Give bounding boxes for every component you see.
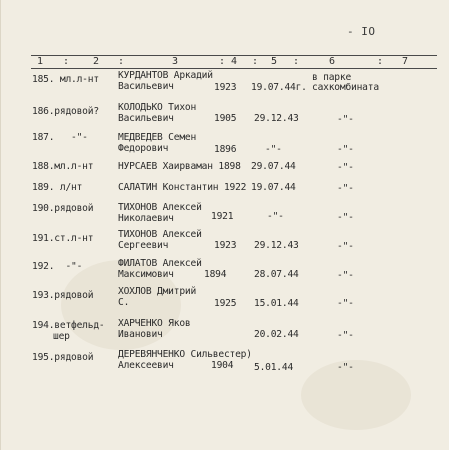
column-header-5: 5 [271,56,278,67]
column-header-2: 2 [93,56,100,67]
burial-place: -"- [337,183,354,194]
birth-year: 1894 [204,269,227,280]
person-name: КУРДАНТОВ Аркадий [118,70,213,81]
person-name: КОЛОДЬКО Тихон [118,102,197,113]
burial-place: в парке [312,72,352,83]
death-date: -"- [267,211,284,222]
burial-place: -"- [337,330,354,341]
burial-place: -"- [337,114,354,125]
column-header-6: 6 [329,56,336,67]
death-date: 20.02.44 [254,329,299,340]
person-patronymic: Иванович [118,329,163,340]
death-date: 28.07.44 [254,269,299,280]
column-header-4: 4 [231,56,238,67]
person-patronymic: Федорович [118,143,169,154]
death-date: -"- [265,144,282,155]
record-number-rank: 195.рядовой [32,352,94,363]
person-name: ДЕРЕВЯНЧЕНКО Сильвестер) [118,349,252,360]
record-number-rank: 186.рядовой? [32,106,99,117]
column-header-1: 1 [37,56,44,67]
column-separator: : [219,56,226,67]
person-name: МЕДВЕДЕВ Семен [118,132,197,143]
record-number-rank: 190.рядовой [32,203,94,214]
column-header-7: 7 [402,56,409,67]
record-number-rank: 192. -"- [32,261,83,272]
person-name: ХОХЛОВ Дмитрий [118,286,197,297]
birth-year: 1923 [214,82,237,93]
death-date: 5.01.44 [254,362,294,373]
person-patronymic: Васильевич [118,81,174,92]
person-patronymic: Васильевич [118,113,174,124]
person-name-year: САЛАТИН Константин 1922 [118,182,247,193]
birth-year: 1896 [214,144,237,155]
person-patronymic: Алексеевич [118,360,174,371]
record-number-rank: 191.ст.л-нт [32,233,94,244]
record-number-rank: 193.рядовой [32,290,94,301]
column-header-3: 3 [172,56,179,67]
burial-place: -"- [337,212,354,223]
burial-place: -"- [337,298,354,309]
column-separator: : [293,56,300,67]
person-patronymic: Максимович [118,269,174,280]
birth-year: 1923 [214,240,237,251]
death-date: 29.12.43 [254,240,299,251]
person-name: ТИХОНОВ Алексей [118,202,202,213]
record-number-rank: 188.мл.л-нт [32,161,94,172]
death-date: 19.07.44 [251,182,296,193]
death-date: 29.07.44 [251,161,296,172]
death-date: 19.07.44г. [251,82,307,93]
burial-place: -"- [337,270,354,281]
column-separator: : [118,56,125,67]
person-patronymic: С. [118,297,130,308]
paper-stain [301,360,411,430]
page-number: - IO [347,25,376,38]
record-number-rank: 187. -"- [32,132,88,143]
death-date: 15.01.44 [254,298,299,309]
record-number-rank: 185. мл.л-нт [32,74,99,85]
birth-year: 1925 [214,298,237,309]
birth-year: 1921 [211,211,234,222]
burial-place: -"- [337,362,354,373]
column-separator: : [252,56,259,67]
person-patronymic: Сергеевич [118,240,169,251]
record-rank-continued: шер [53,331,70,342]
record-number-rank: 194.ветфельд- [32,320,105,331]
birth-year: 1904 [211,360,234,371]
burial-place: -"- [337,144,354,155]
birth-year: 1905 [214,113,237,124]
person-name: ФИЛАТОВ Алексей [118,258,202,269]
person-name-year: НУРСАЕВ Хаирваман 1898 [118,161,241,172]
person-name: ХАРЧЕНКО Яков [118,318,191,329]
burial-place: -"- [337,162,354,173]
person-patronymic: Николаевич [118,213,174,224]
record-number-rank: 189. л/нт [32,182,83,193]
burial-place: -"- [337,241,354,252]
person-name: ТИХОНОВ Алексей [118,229,202,240]
column-separator: : [377,56,384,67]
column-separator: : [63,56,70,67]
death-date: 29.12.43 [254,113,299,124]
burial-place: сахкомбината [312,82,379,93]
